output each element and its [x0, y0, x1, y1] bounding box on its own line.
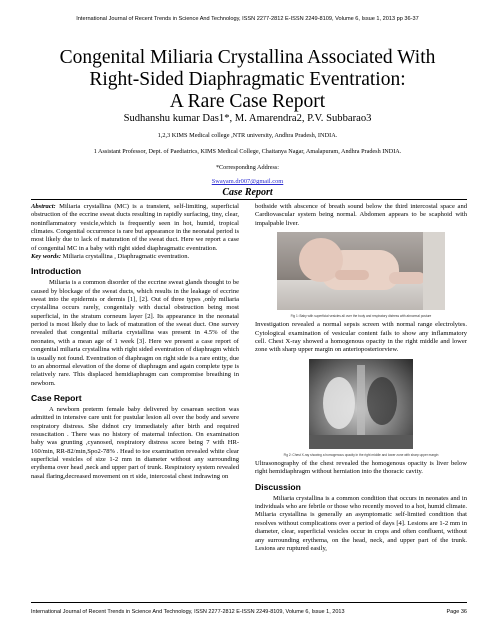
case-continued-text: bothside with abscence of breath sound below the third intercostal space and Cardiovascular system being normal. Abdomen appears to be scaphoid with impalpable liver. [255, 203, 467, 227]
corresponding-email-link[interactable]: Swayam.dr007@gmail.com [211, 178, 284, 185]
running-header: International Journal of Recent Trends in Science And Technology, ISSN 2277-2812 E-ISSN 2249-8109, Volume 6, Issue 1, 2013 pp 36-37 [76, 16, 419, 22]
right-column [255, 203, 467, 553]
chest-xray-image [309, 359, 413, 449]
page-footer [31, 609, 467, 615]
paper-title [20, 47, 475, 113]
abstract-text: Miliaria crystallina (MC) is a transient, self-limiting, superficial obstruction of the eccrine sweat ducts resulting in rapidly surfacing, tiny, clear, noninflammatory vesicle,which is frequently seen in hot, humid, tropical climates. Congenital occurrence is rare but appearance in the neonatal period is most likely due to lack of maturation of the sweat duct. Here we report a case of congenital MC in a baby with right sided diaphragmatic eventration. [31, 203, 240, 252]
corresponding-label: *Corresponding Address: [215, 164, 280, 171]
title-line-1: Congenital Miliaria Crystallina Associated With [59, 47, 436, 68]
keywords-text: Miliaria crystallina , Diaphragmatic eventration. [62, 253, 190, 261]
header-divider [31, 199, 467, 200]
footer-divider [31, 602, 467, 603]
introduction-text: Miliaria is a common disorder of the eccrine sweat glands thought to be caused by blockage of the sweat ducts, which results in the leakage of eccrine sweat into the epidermis or dermis [1], [2]. Out of three types ,only miliaria crystallina occurs rarely, congenitaly with ductal obstruction being most superficial, in the stratum corneum layer [2]. Its appearance in the neonatal period is most likely due to lack of maturation of the sweat duct. One survey revealed that congenital miliaria crystallina was present in 4.5% of the neonates, with a mean age of 1 week [3]. Here we present a case report of congenital miliaria crystallina with right sided eventration of diaphragm which is usually not found. Eventration of diaphragm on right side is a rare entity, due to an abnormal elevation of the dome of diaphragm and again complete type is relatively rare. This displaced hemidiaphragm can compromise breathing in newborn. [31, 279, 239, 387]
figure-1 [255, 232, 467, 318]
introduction-heading: Introduction [31, 266, 82, 277]
ultrasonography-text: Ultrasonography of the chest revealed the homogenous opacity is liver below right hemidiaphragm without herniation into the thoracic cavity. [255, 460, 467, 476]
case-report-heading: Case Report [31, 392, 82, 403]
figure-2-caption: Fig 2: Chest X-ray showing a homogenous opacity in the right middle and lower zone with sharp upper margin [283, 453, 439, 458]
affiliation-2: 1 Assistant Professor, Dept. of Paediatrics, KIMS Medical College, Chaitanya Nagar, Amalapuram, Andhra Pradesh INDIA. [93, 148, 402, 155]
investigation-text: Investigation revealed a normal sepsis screen with normal range electrolytes. Cytological examination of vesicular content fails to show any inflammatory cell. Chest X-ray showed a homogenous opacity in the right middle and lower zone with sharp upper margin on anterioposteriorview. [255, 321, 467, 354]
discussion-heading: Discussion [255, 481, 301, 492]
keywords-paragraph [31, 253, 239, 261]
article-type-label: Case Report [222, 187, 273, 198]
figure-2 [255, 359, 467, 457]
abstract-paragraph [31, 203, 239, 253]
footer-journal-text: International Journal of Recent Trends in Science And Technology, ISSN 2277-2812 E-ISSN 2249-8109, Volume 6, Issue 1, 2013 [31, 609, 345, 615]
page-number: Page 36 [446, 609, 467, 615]
baby-photo-image [277, 232, 445, 310]
figure-1-caption: Fig 1: Baby with superficial vesicles all over the body and respiratory distress with abnormal posture [290, 314, 432, 319]
affiliation-1: 1,2,3 KIMS Medical college ,NTR university, Andhra Pradesh, INDIA. [157, 132, 338, 139]
abstract-label: Abstract: [31, 203, 56, 210]
title-line-2: Right-Sided Diaphragmatic Eventration: [89, 69, 406, 90]
author-list: Sudhanshu kumar Das1*, M. Amarendra2, P.V. Subbarao3 [123, 113, 372, 124]
left-column [31, 203, 239, 481]
discussion-text: Miliaria crystallina is a common condition that occurs in neonates and in individuals who are febrile or those who recently moved to a hot, humid climate. Miliaria crystallina is generally an asymptomatic self-limited condition that resolves without complications over a period of days [4]. Lesions are 1-2 mm in diameter, clear, superficial vesicles occur in crops and often confluent, without any surrounding erythema, on the head, neck, and upper part of the trunk. Lesions are ruptured easily, [255, 494, 467, 552]
case-report-text: A newborn preterm female baby delivered by cesarean section was admitted in intensive care unit for pustular lesion all over the body and severe respiratory distress. She didnot cry immediately after birth and required resuscitation . There was no history of maternal infection. On examination baby was grunting ,cyanosed, respiratory distress score being 7 with HR-160/min, RR-82/min,Spo2-78% . Head to toe examination revealed white clear superficial vesicles of size 1-2 mm in diameter without any surrounding erythema over head ,neck and upper part of trunk. Respiratory system revealed nasal flaring,decreased movement on rt side, intercostal chest indrawing on [31, 405, 239, 480]
keywords-label: Key words: [31, 253, 62, 261]
title-line-3: A Rare Case Report [169, 91, 326, 112]
